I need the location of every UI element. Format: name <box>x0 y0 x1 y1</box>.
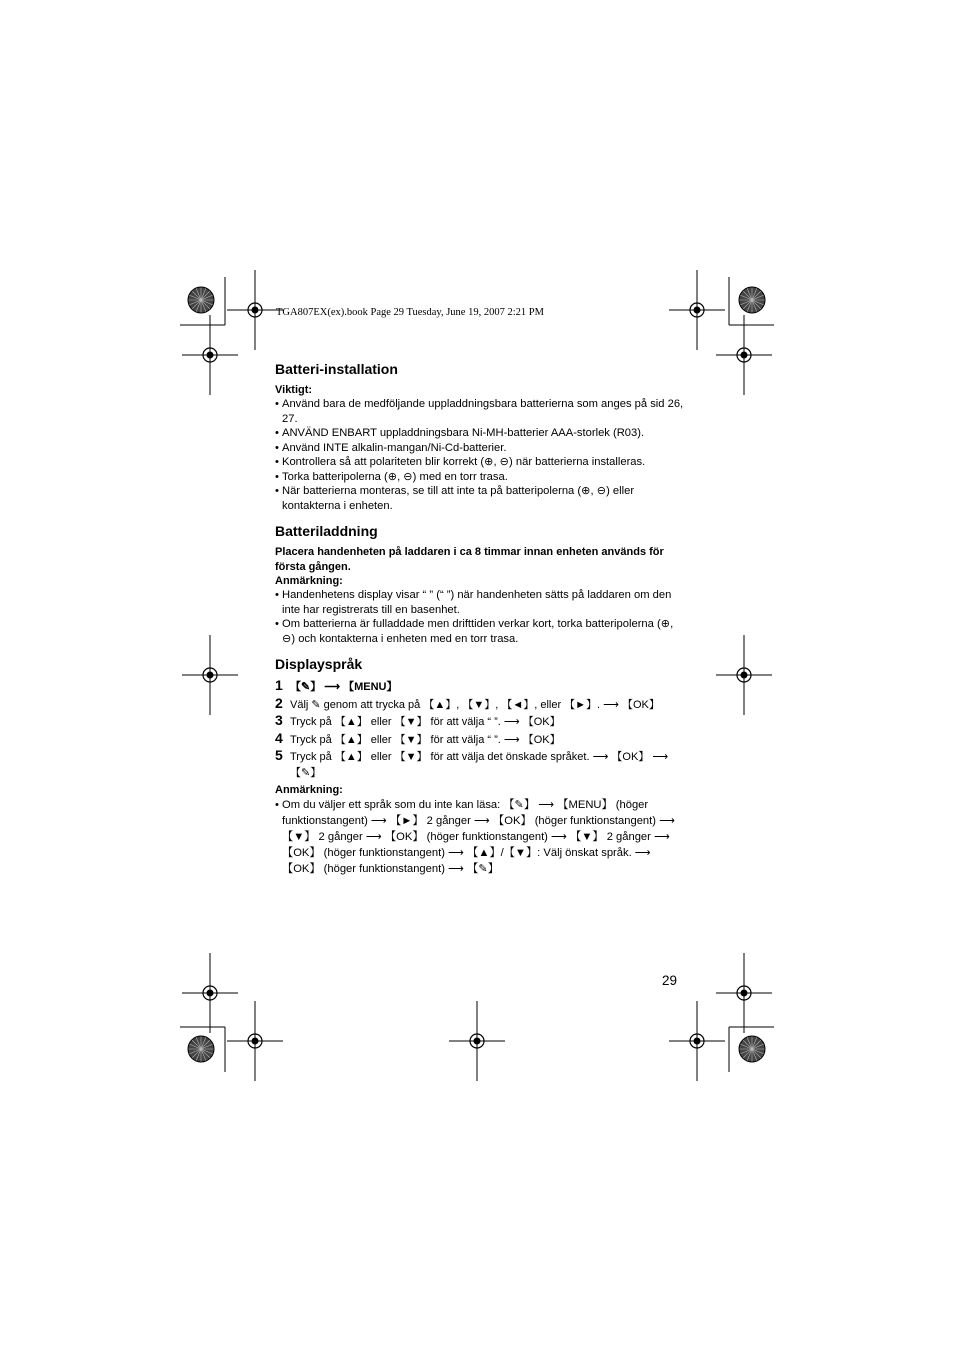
list-item: • Torka batteripolerna (⊕, ⊖) med en torr trasa. <box>275 470 685 485</box>
step-number: 3 <box>275 712 283 728</box>
step-text: Välj ✎ genom att trycka på 【▲】, 【▼】, 【◄】, eller 【►】. ⟶ 【OK】 <box>290 698 660 711</box>
list-item: • Använd INTE alkalin-mangan/Ni-Cd-batterier. <box>275 441 685 456</box>
bullet-list <box>275 588 685 646</box>
charging-instruction: Placera handenheten på laddaren i ca 8 timmar innan enheten används för första gången. <box>275 546 664 573</box>
step-item <box>275 678 685 696</box>
step-item <box>275 748 685 781</box>
list-item: • Använd bara de medföljande uppladdningsbara batterierna som anges på sid 26, 27. <box>275 397 685 426</box>
step-item <box>275 696 685 714</box>
step-text: 【✎】 ⟶ 【MENU】 <box>290 681 398 693</box>
book-header: TGA807EX(ex).book Page 29 Tuesday, June 19, 2007 2:21 PM <box>276 307 544 318</box>
step-item <box>275 731 685 749</box>
bullet-list <box>275 797 685 877</box>
step-number: 4 <box>275 729 283 746</box>
section-title: Batteriladdning <box>275 523 378 539</box>
page-content <box>275 360 685 886</box>
note-label: Anmärkning: <box>275 575 343 587</box>
list-item: • Om du väljer ett språk som du inte kan läsa: 【✎】 ⟶ 【MENU】 (höger funktionstangent) ⟶ 【►】 2 gånger ⟶ 【OK】 (höger funktionstangent) ⟶ 【▼】 2 gånger ⟶ 【OK】 (höger funktionstangent) ⟶ 【▼】 2 gånger ⟶ 【OK】 (höger funktionstangent) ⟶ 【▲】/【▼】: Välj önskat språk. ⟶ 【OK】 (höger funktionstangent) ⟶ 【✎】 <box>275 797 685 877</box>
step-text: Tryck på 【▲】 eller 【▼】 för att välja “ ”. ⟶ 【OK】 <box>290 733 561 746</box>
note-label: Viktigt: <box>275 384 313 396</box>
section-battery-installation <box>275 360 685 513</box>
list-item: • När batterierna monteras, se till att inte ta på batteripolerna (⊕, ⊖) eller kontakterna i enheten. <box>275 484 685 513</box>
section-title: Displayspråk <box>275 656 363 672</box>
step-text: Tryck på 【▲】 eller 【▼】 för att välja det önskade språket. ⟶ 【OK】 ⟶ 【✎】 <box>290 751 669 779</box>
step-text: Tryck på 【▲】 eller 【▼】 för att välja “ ”. ⟶ 【OK】 <box>290 716 561 728</box>
step-number: 5 <box>275 747 283 763</box>
page-number: 29 <box>662 973 678 988</box>
list-item: • ANVÄND ENBART uppladdningsbara Ni-MH-batterier AAA-storlek (R03). <box>275 426 685 441</box>
step-number: 2 <box>275 694 283 711</box>
list-item: • Handenhetens display visar “ ” (“ ”) när handenheten sätts på laddaren om den inte har registrerats till en basenhet. <box>275 588 685 617</box>
step-list <box>275 678 685 781</box>
step-number: 1 <box>275 677 283 693</box>
section-display-language <box>275 655 685 877</box>
list-item: • Kontrollera så att polariteten blir korrekt (⊕, ⊖) när batterierna installeras. <box>275 455 685 470</box>
list-item: • Om batterierna är fulladdade men drifttiden verkar kort, torka batteripolerna (⊕, ⊖) och kontakterna i enheten med en torr trasa. <box>275 617 685 646</box>
section-title: Batteri-installation <box>275 361 398 377</box>
section-battery-charging <box>275 522 685 646</box>
note-label: Anmärkning: <box>275 784 343 796</box>
step-item <box>275 713 685 731</box>
bullet-list <box>275 397 685 513</box>
